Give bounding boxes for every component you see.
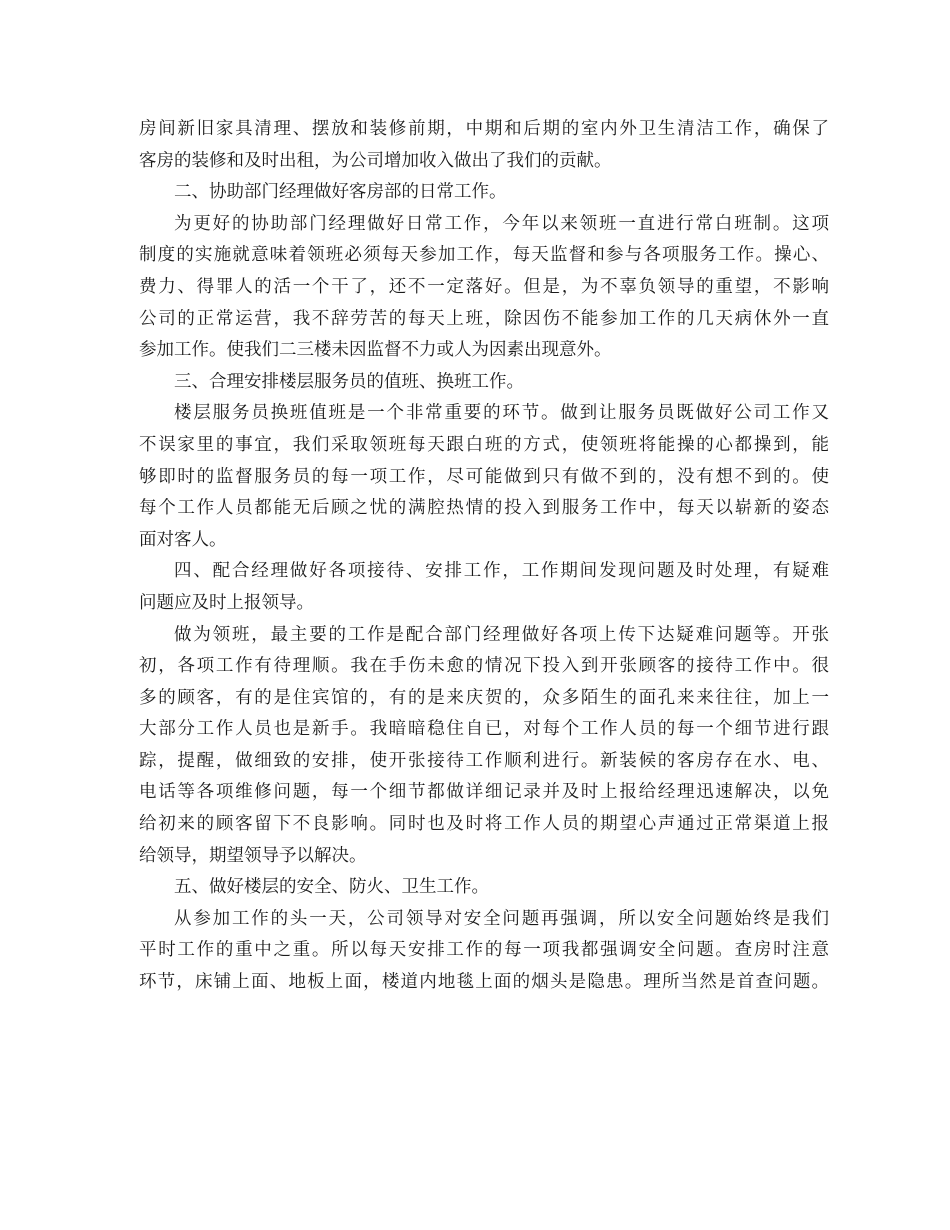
text-line: 楼层服务员换班值班是一个非常重要的环节。做到让服务员既做好公司工作又 bbox=[174, 403, 829, 424]
text-line: 参加工作。使我们二三楼未因监督不力或人为因素出现意外。 bbox=[139, 340, 612, 361]
text-line: 平时工作的重中之重。所以每天安排工作的每一项我都强调安全问题。查房时注意 bbox=[139, 940, 829, 961]
text-line: 大部分工作人员也是新手。我暗暗稳住自已，对每个工作人员的每一个细节进行跟 bbox=[139, 719, 829, 740]
text-line: 制度的实施就意味着领班必须每天参加工作，每天监督和参与各项服务工作。操心、 bbox=[139, 245, 829, 266]
text-line: 五、做好楼层的安全、防火、卫生工作。 bbox=[174, 877, 489, 898]
text-line: 够即时的监督服务员的每一项工作，尽可能做到只有做不到的，没有想不到的。使 bbox=[139, 466, 829, 487]
text-line: 费力、得罪人的活一个干了，还不一定落好。但是，为不辜负领导的重望，不影响 bbox=[139, 276, 829, 297]
text-line: 为更好的协助部门经理做好日常工作，今年以来领班一直进行常白班制。这项 bbox=[174, 213, 829, 234]
text-line: 给领导，期望领导予以解决。 bbox=[139, 845, 367, 866]
text-line: 不误家里的事宜，我们采取领班每天跟白班的方式，使领班将能操的心都操到，能 bbox=[139, 434, 829, 455]
text-line: 踪，提醒，做细致的安排，使开张接待工作顺利进行。新装候的客房存在水、电、 bbox=[139, 750, 829, 771]
text-line: 面对客人。 bbox=[139, 529, 227, 550]
text-line: 给初来的顾客留下不良影响。同时也及时将工作人员的期望心声通过正常渠道上报 bbox=[139, 814, 829, 835]
text-line: 公司的正常运营，我不辞劳苦的每天上班，除因伤不能参加工作的几天病休外一直 bbox=[139, 308, 829, 329]
text-line: 从参加工作的头一天，公司领导对安全问题再强调，所以安全问题始终是我们 bbox=[174, 908, 829, 929]
text-line: 三、合理安排楼层服务员的值班、换班工作。 bbox=[174, 371, 524, 392]
text-line: 二、协助部门经理做好客房部的日常工作。 bbox=[174, 182, 507, 203]
text-line: 多的顾客，有的是住宾馆的，有的是来庆贺的，众多陌生的面孔来来往往，加上一 bbox=[139, 687, 829, 708]
text-line: 做为领班，最主要的工作是配合部门经理做好各项上传下达疑难问题等。开张 bbox=[174, 624, 829, 645]
text-line: 客房的装修和及时出租，为公司增加收入做出了我们的贡献。 bbox=[139, 150, 612, 171]
document-body bbox=[139, 114, 829, 999]
text-line: 四、配合经理做好各项接待、安排工作，工作期间发现问题及时处理，有疑难 bbox=[174, 561, 829, 582]
text-line: 初，各项工作有待理顺。我在手伤未愈的情况下投入到开张顾客的接待工作中。很 bbox=[139, 656, 829, 677]
text-line: 房间新旧家具清理、摆放和装修前期，中期和后期的室内外卫生清洁工作，确保了 bbox=[139, 119, 829, 139]
text-line: 每个工作人员都能无后顾之忧的满腔热情的投入到服务工作中，每天以崭新的姿态 bbox=[139, 498, 829, 519]
text-line: 电话等各项维修问题，每一个细节都做详细记录并及时上报给经理迅速解决，以免 bbox=[139, 782, 829, 803]
text-line: 问题应及时上报领导。 bbox=[139, 592, 314, 613]
text-line: 环节，床铺上面、地板上面，楼道内地毯上面的烟头是隐患。理所当然是首查问题。 bbox=[139, 972, 829, 993]
